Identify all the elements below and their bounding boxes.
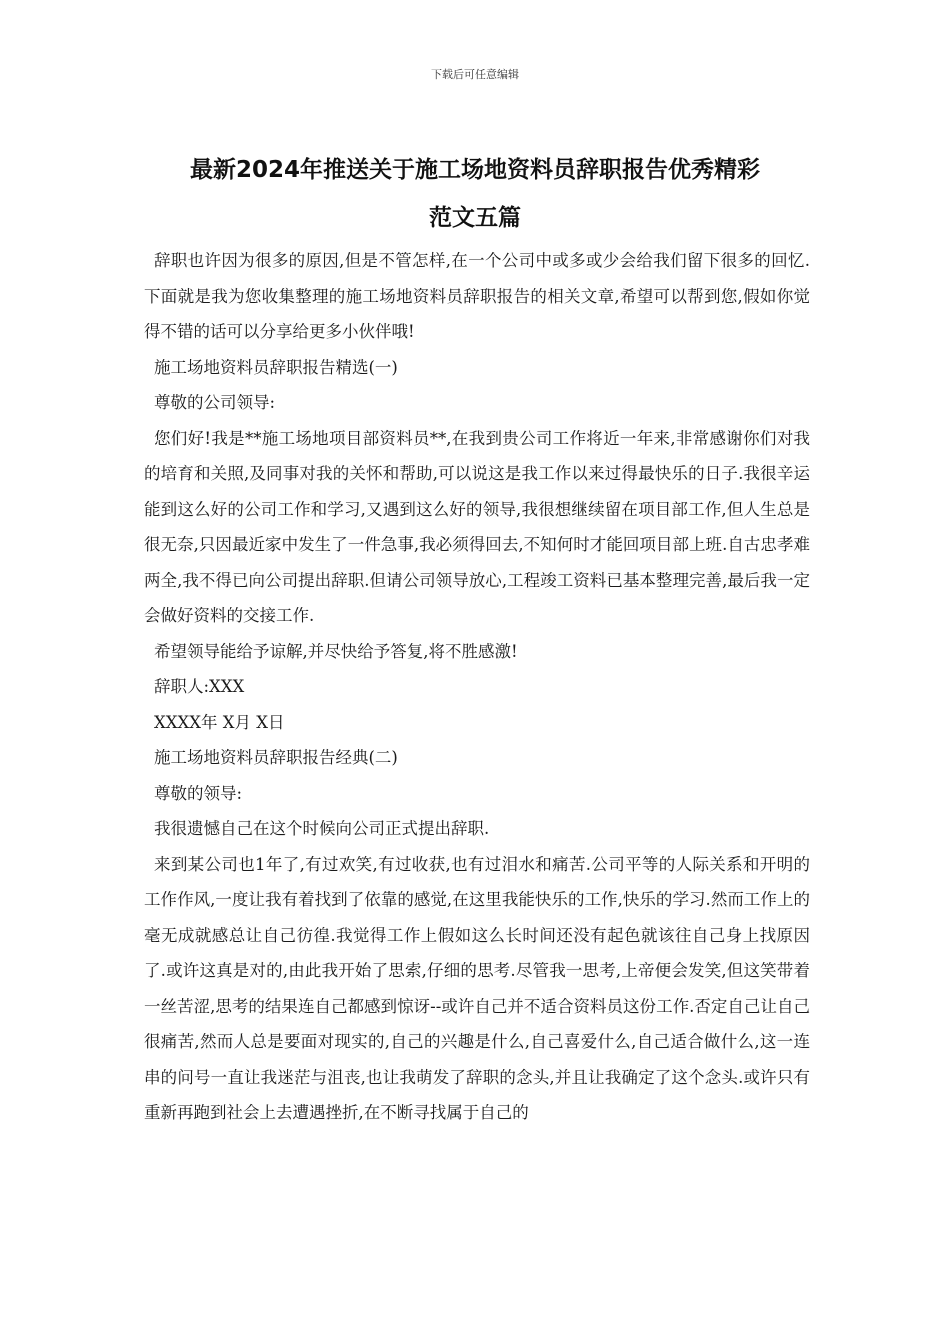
document-body	[144, 243, 810, 1131]
salutation: 尊敬的公司领导:	[154, 393, 276, 412]
salutation: 尊敬的领导:	[154, 783, 243, 803]
body-paragraph: 来到某公司也1年了,有过欢笑,有过收获,也有过泪水和痛苦.公司平等的人际关系和开明的工作作风,一度让我有着找到了依靠的感觉,在这里我能快乐的工作,快乐的学习.然而工作上的毫无成就感总让自己彷徨.我觉得工作上假如这么长时间还没有起色就该往自己身上找原因了.或许这真是对的,由此我开始了思索,仔细的思考.尽管我一思考,上帝便会发笑,但这笑带着一丝苦涩,思考的结果连自己都感到惊讶--或许自己并不适合资料员这份工作.否定自己让自己很痛苦,然而人总是要面对现实的,自己的兴趣是什么,自己喜爱什么,自己适合做什么,这一连串的问号一直让我迷茫与沮丧,也让我萌发了辞职的念头,并且让我确定了这个念头.或许只有重新再跑到社会上去遭遇挫折,在不断寻找属于自己的	[144, 854, 810, 1122]
body-paragraph: 您们好!我是**施工场地项目部资料员**,在我到贵公司工作将近一年来,非常感谢你们对我的培育和关照,及同事对我的关怀和帮助,可以说这是我工作以来过得最快乐的日子.我很辛运能到这么好的公司工作和学习,又遇到这么好的领导,我很想继续留在项目部工作,但人生总是很无奈,只因最近家中发生了一件急事,我必须得回去,不知何时才能回项目部上班.自古忠孝难两全,我不得已向公司提出辞职.但请公司领导放心,工程竣工资料已基本整理完善,最后我一定会做好资料的交接工作.	[144, 428, 810, 625]
document-title	[140, 146, 810, 242]
section-heading-1: 施工场地资料员辞职报告精选(一)	[154, 357, 398, 377]
body-paragraph: 我很遗憾自己在这个时候向公司正式提出辞职.	[154, 819, 490, 838]
title-line-2: 范文五篇	[429, 205, 521, 231]
section-heading-2: 施工场地资料员辞职报告经典(二)	[154, 748, 398, 767]
header-note: 下载后可任意编辑	[431, 68, 519, 81]
body-paragraph: 希望领导能给予谅解,并尽快给予答复,将不胜感激!	[154, 641, 518, 661]
title-line-1: 最新2024年推送关于施工场地资料员辞职报告优秀精彩	[189, 157, 760, 183]
signature-line: 辞职人:XXX	[154, 677, 245, 696]
date-line: XXXX年 X月 X日	[154, 712, 285, 732]
intro-paragraph: 辞职也许因为很多的原因,但是不管怎样,在一个公司中或多或少会给我们留下很多的回忆.下面就是我为您收集整理的施工场地资料员辞职报告的相关文章,希望可以帮到您,假如你觉得不错的话可以分享给更多小伙伴哦!	[144, 251, 810, 341]
